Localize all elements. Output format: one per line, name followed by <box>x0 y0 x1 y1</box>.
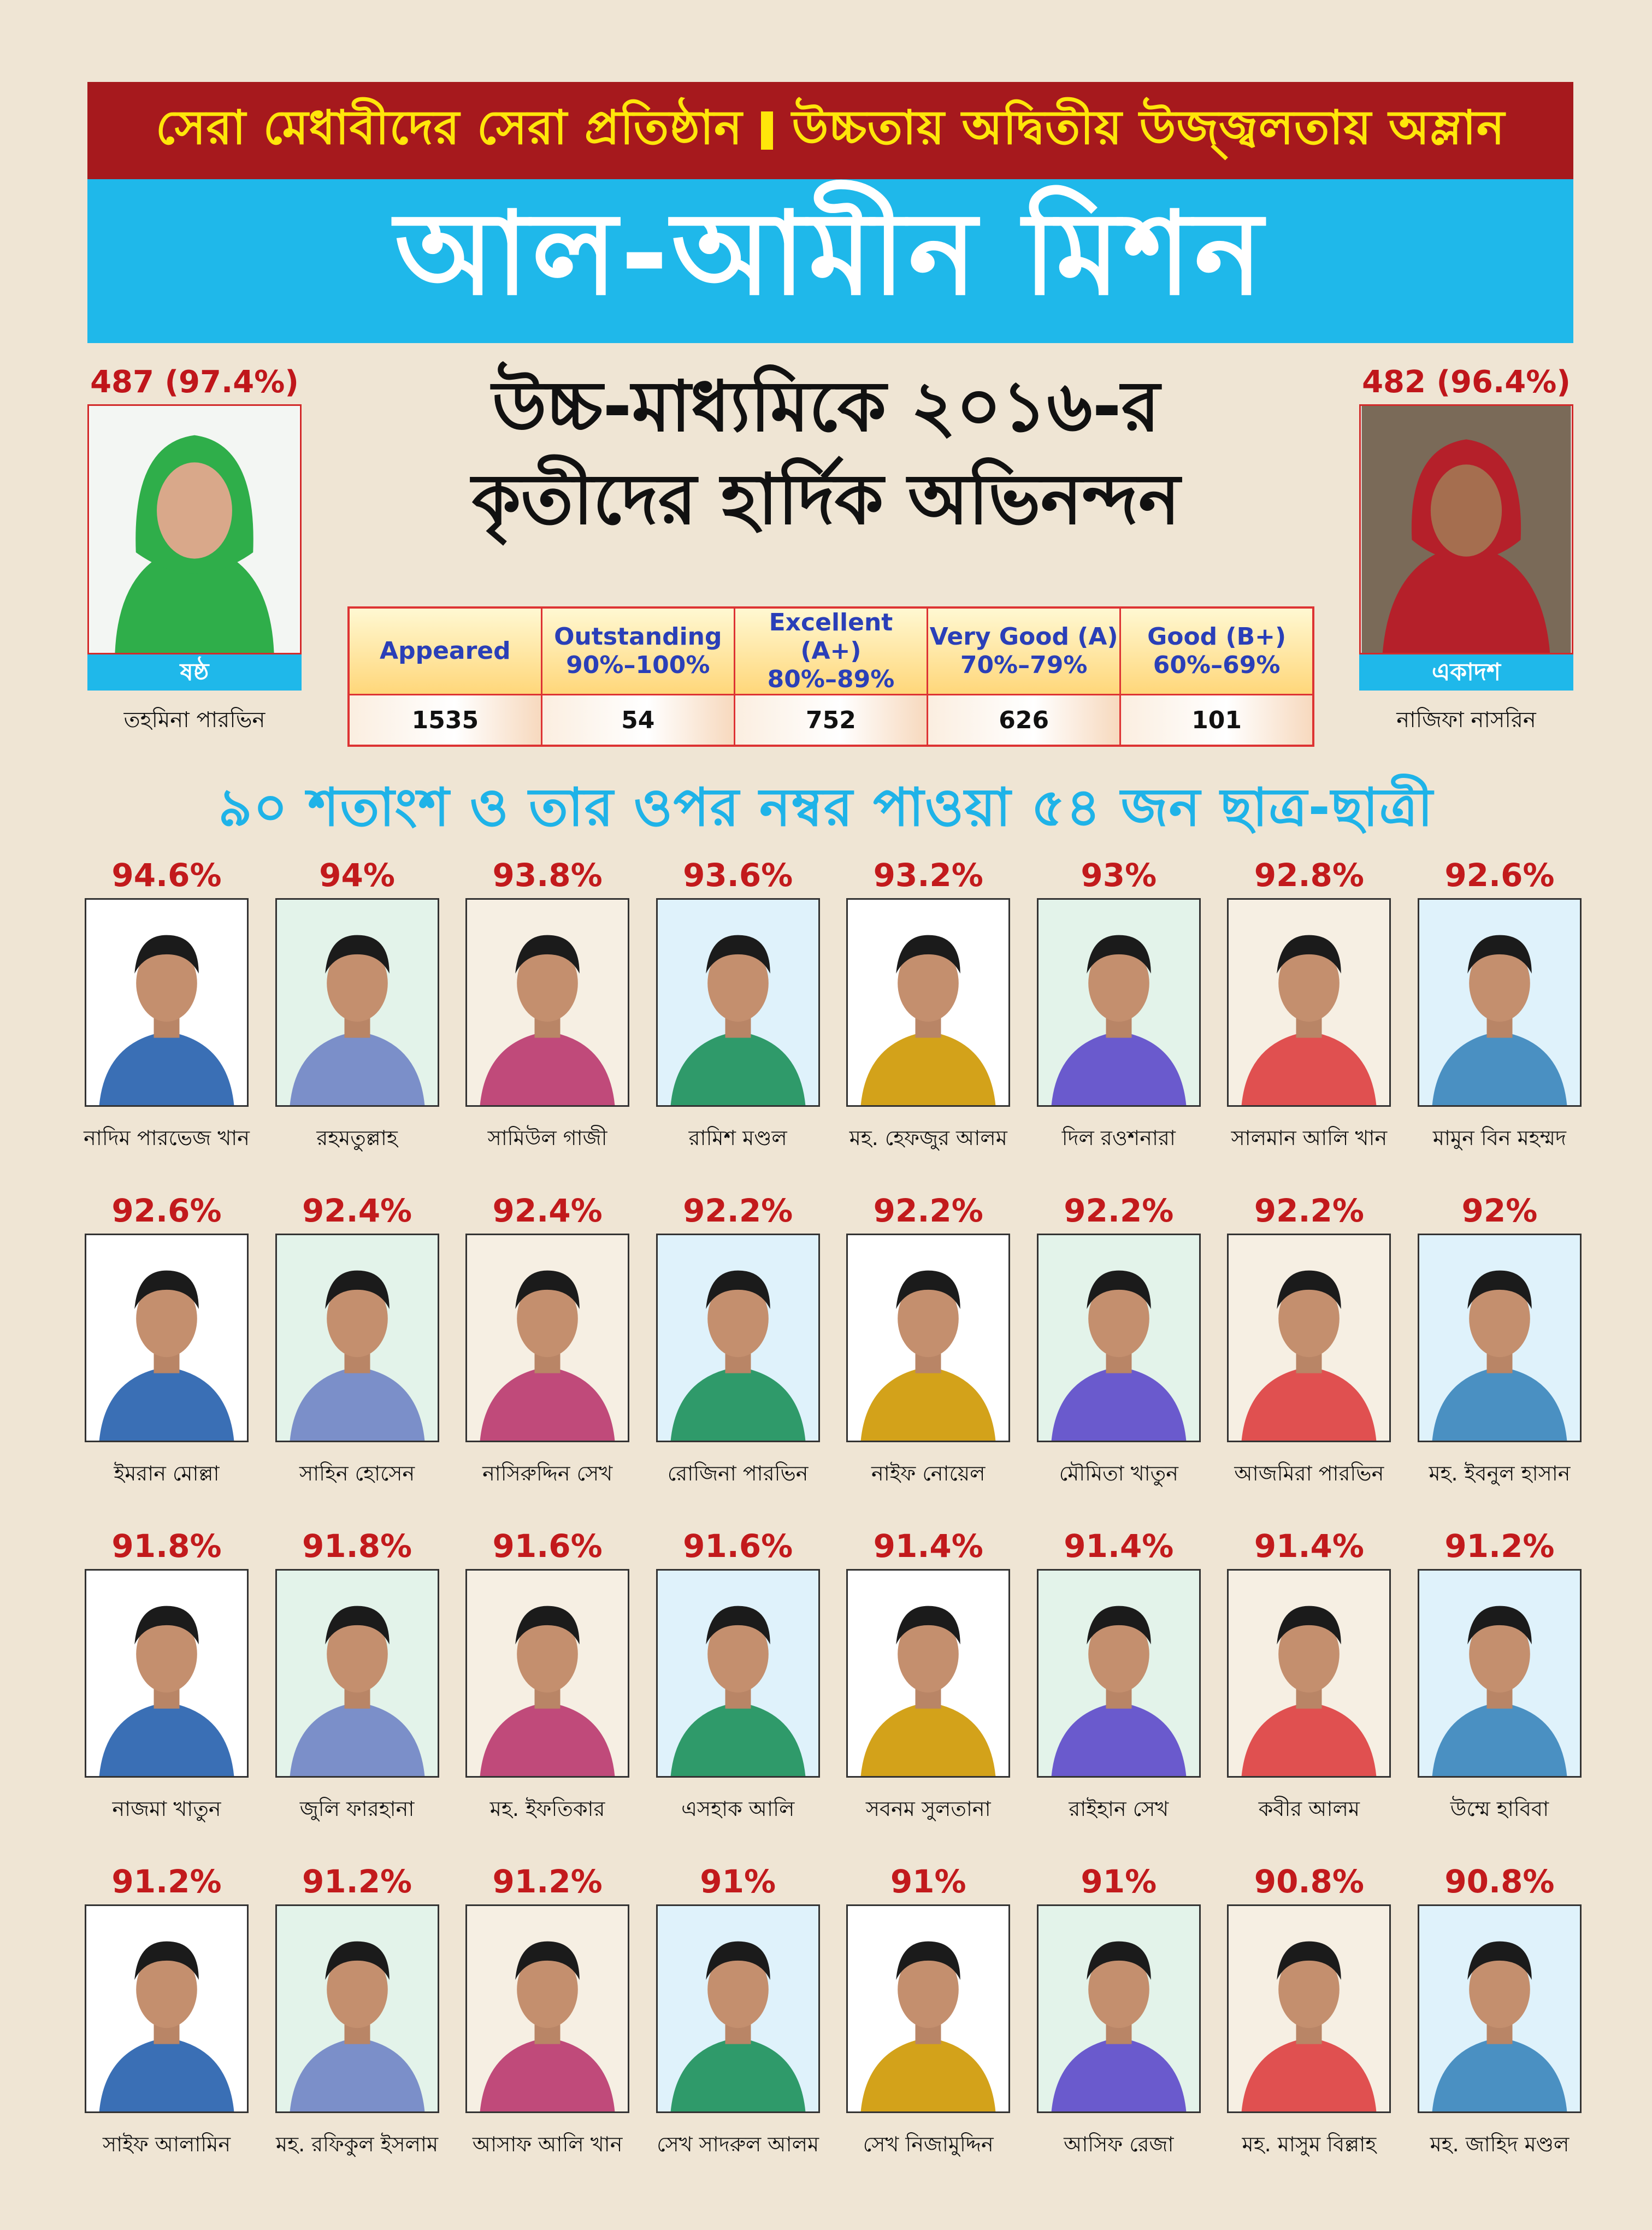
student-name: সামিউল গাজী <box>487 1126 607 1150</box>
student-percentage: 91.2% <box>1444 1527 1555 1565</box>
student-photo-icon <box>848 1906 1008 2111</box>
student-name: নাদিম পারভেজ খান <box>84 1126 250 1150</box>
student-card <box>843 1188 1013 1523</box>
student-photo <box>656 1234 820 1442</box>
student-name: রহমতুল্লাহ <box>316 1126 398 1150</box>
student-name: এসহাক আলি <box>681 1797 795 1821</box>
student-photo-icon <box>658 1235 818 1441</box>
summary-header-outstanding: Outstanding 90%–100% <box>541 607 734 695</box>
student-name: রামিশ মণ্ডল <box>688 1126 787 1150</box>
student-photo-icon <box>1361 406 1572 653</box>
student-percentage: 91% <box>1081 1863 1157 1900</box>
student-card <box>273 1188 442 1523</box>
topper-rank-badge: একাদশ <box>1359 654 1573 691</box>
student-name: রাইহান সেখ <box>1069 1797 1169 1821</box>
student-name: দিল রওশনারা <box>1061 1126 1176 1150</box>
student-photo <box>846 1234 1010 1442</box>
student-row <box>82 852 1584 1188</box>
student-photo-icon <box>848 1571 1008 1776</box>
student-percentage: 91.8% <box>302 1527 412 1565</box>
student-photo-icon <box>1039 1235 1199 1441</box>
student-photo-icon <box>467 1235 628 1441</box>
student-percentage: 92.2% <box>873 1192 983 1229</box>
summary-value-outstanding: 54 <box>541 695 734 746</box>
student-percentage: 90.8% <box>1254 1863 1364 1900</box>
student-name: মৌমিতা খাতুন <box>1059 1461 1178 1485</box>
student-photo <box>1037 1569 1201 1778</box>
summary-value-good: 101 <box>1120 695 1313 746</box>
student-percentage: 92.2% <box>1064 1192 1174 1229</box>
tagline-right: উচ্চতায় অদ্বিতীয় উজ্জ্বলতায় অম্লান <box>792 100 1506 155</box>
student-photo <box>85 1569 249 1778</box>
student-name: মামুন বিন মহম্মদ <box>1432 1126 1566 1150</box>
student-row <box>82 1523 1584 1859</box>
student-name: মহ. ইবনুল হাসান <box>1429 1461 1571 1485</box>
student-photo <box>1227 898 1391 1107</box>
student-photo-icon <box>277 900 438 1105</box>
student-percentage: 93.6% <box>683 857 793 894</box>
student-name: উম্মে হাবিবা <box>1450 1797 1549 1821</box>
student-card <box>1415 1859 1584 2194</box>
student-name: নাইফ নোয়েল <box>871 1461 986 1485</box>
topper-rank-badge: ষষ্ঠ <box>87 654 302 691</box>
student-card <box>463 1523 632 1859</box>
student-photo <box>465 898 629 1107</box>
topper-card-right <box>1359 361 1573 739</box>
headline-line-1: উচ্চ-মাধ্যমিকে ২০১৬-র <box>492 366 1160 447</box>
student-photo <box>1037 1904 1201 2113</box>
student-photo <box>275 1904 439 2113</box>
student-name: আসাফ আলি খান <box>472 2132 623 2156</box>
student-photo-icon <box>1419 1906 1580 2111</box>
student-percentage: 92% <box>1461 1192 1538 1229</box>
student-photo-icon <box>1419 900 1580 1105</box>
student-name: সালমান আলি খান <box>1231 1126 1388 1150</box>
student-row <box>82 1188 1584 1523</box>
student-photo-icon <box>1229 1235 1389 1441</box>
student-percentage: 91.4% <box>1254 1527 1364 1565</box>
student-name: সাহিন হোসেন <box>299 1461 415 1485</box>
student-name: রোজিনা পারভিন <box>667 1461 809 1485</box>
student-row <box>82 1859 1584 2194</box>
topper-score: 487 (97.4%) <box>90 364 299 400</box>
student-photo-icon <box>467 900 628 1105</box>
student-percentage: 92.2% <box>683 1192 793 1229</box>
student-photo-icon <box>1229 1906 1389 2111</box>
student-photo-icon <box>86 900 247 1105</box>
student-card <box>273 1859 442 2194</box>
student-photo <box>275 898 439 1107</box>
topper-name: নাজিফা নাসরিন <box>1396 707 1536 733</box>
student-photo-icon <box>277 1906 438 2111</box>
student-photo-icon <box>86 1235 247 1441</box>
student-photo-icon <box>86 1906 247 2111</box>
student-card <box>653 852 823 1188</box>
student-photo-icon <box>658 1571 818 1776</box>
student-photo-icon <box>1039 1571 1199 1776</box>
student-photo-icon <box>1419 1571 1580 1776</box>
student-photo-icon <box>848 900 1008 1105</box>
student-card <box>1415 1523 1584 1859</box>
student-photo-icon <box>848 1235 1008 1441</box>
student-name: মহ. মাসুম বিল্লাহ <box>1242 2132 1377 2156</box>
student-photo <box>1227 1234 1391 1442</box>
student-card <box>463 1188 632 1523</box>
student-percentage: 92.4% <box>302 1192 412 1229</box>
topper-name: তহমিনা পারভিন <box>123 707 266 733</box>
student-photo-icon <box>1039 900 1199 1105</box>
student-card <box>843 1859 1013 2194</box>
student-photo <box>85 1234 249 1442</box>
student-card <box>1034 1859 1203 2194</box>
student-percentage: 92.8% <box>1254 857 1364 894</box>
student-photo <box>85 898 249 1107</box>
student-percentage: 90.8% <box>1444 1863 1555 1900</box>
student-photo <box>465 1904 629 2113</box>
student-photo <box>1037 1234 1201 1442</box>
student-card <box>82 1859 251 2194</box>
student-photo <box>85 1904 249 2113</box>
student-card <box>273 1523 442 1859</box>
student-photo-icon <box>467 1906 628 2111</box>
student-percentage: 93% <box>1081 857 1157 894</box>
summary-value-appeared: 1535 <box>349 695 541 746</box>
student-photo <box>846 1569 1010 1778</box>
topper-photo <box>1359 404 1573 654</box>
student-card <box>1224 1859 1394 2194</box>
student-percentage: 91.4% <box>1064 1527 1174 1565</box>
summary-header-row <box>349 607 1313 695</box>
student-photo-icon <box>1039 1906 1199 2111</box>
student-percentage: 93.2% <box>873 857 983 894</box>
student-photo-icon <box>277 1571 438 1776</box>
student-photo-icon <box>1419 1235 1580 1441</box>
student-card <box>653 1188 823 1523</box>
student-photo <box>275 1234 439 1442</box>
student-percentage: 94.6% <box>111 857 222 894</box>
student-photo-icon <box>1229 1571 1389 1776</box>
student-percentage: 91.2% <box>492 1863 603 1900</box>
summary-value-row <box>349 695 1313 746</box>
student-name: জুলি ফারহানা <box>299 1797 415 1821</box>
student-photo-icon <box>1229 900 1389 1105</box>
student-photo <box>1037 898 1201 1107</box>
student-name: আসিফ রেজা <box>1064 2132 1174 2156</box>
student-card <box>1224 852 1394 1188</box>
student-percentage: 92.2% <box>1254 1192 1364 1229</box>
student-name: নাজমা খাতুন <box>112 1797 221 1821</box>
student-percentage: 91.2% <box>302 1863 412 1900</box>
student-percentage: 91.6% <box>683 1527 793 1565</box>
student-percentage: 92.6% <box>1444 857 1555 894</box>
student-grid <box>82 852 1584 2194</box>
student-photo <box>465 1234 629 1442</box>
student-photo <box>846 898 1010 1107</box>
summary-value-very-good: 626 <box>928 695 1120 746</box>
student-card <box>843 852 1013 1188</box>
student-percentage: 93.8% <box>492 857 603 894</box>
student-name: মহ. ইফতিকার <box>489 1797 605 1821</box>
summary-header-appeared: Appeared <box>349 607 541 695</box>
student-photo <box>465 1569 629 1778</box>
institution-title: আল-আমীন মিশন <box>87 179 1573 343</box>
student-photo <box>1227 1569 1391 1778</box>
student-name: নাসিরুদ্দিন সেখ <box>482 1461 613 1485</box>
student-photo-icon <box>86 1571 247 1776</box>
student-photo-icon <box>277 1235 438 1441</box>
student-name: মহ. রফিকুল ইসলাম <box>276 2132 439 2156</box>
student-percentage: 91% <box>700 1863 776 1900</box>
student-card <box>1415 1188 1584 1523</box>
student-card <box>1034 1523 1203 1859</box>
student-card <box>273 852 442 1188</box>
student-card <box>1224 1523 1394 1859</box>
student-photo-icon <box>658 900 818 1105</box>
student-percentage: 91% <box>890 1863 966 1900</box>
student-card <box>82 1188 251 1523</box>
summary-header-very-good: Very Good (A) 70%–79% <box>928 607 1120 695</box>
student-name: মহ. হেফজুর আলম <box>849 1126 1007 1150</box>
student-card <box>463 1859 632 2194</box>
student-name: কবীর আলম <box>1258 1797 1360 1821</box>
summary-value-excellent: 752 <box>734 695 927 746</box>
student-card <box>653 1523 823 1859</box>
student-percentage: 91.8% <box>111 1527 222 1565</box>
student-photo <box>1418 1234 1582 1442</box>
summary-header-good: Good (B+) 60%–69% <box>1120 607 1313 695</box>
student-card <box>1224 1188 1394 1523</box>
student-name: সেখ সাদরুল আলম <box>657 2132 819 2156</box>
student-name: ইমরান মোল্লা <box>114 1461 220 1485</box>
student-percentage: 91.4% <box>873 1527 983 1565</box>
headline-line-2: কৃতীদের হার্দিক অভিনন্দন <box>471 459 1181 540</box>
tagline-separator <box>761 111 773 150</box>
student-name: সেখ নিজামুদ্দিন <box>863 2132 994 2156</box>
topper-photo <box>87 404 302 654</box>
topper-score: 482 (96.4%) <box>1362 364 1571 400</box>
student-card <box>843 1523 1013 1859</box>
student-photo-icon <box>467 1571 628 1776</box>
student-photo <box>1227 1904 1391 2113</box>
student-percentage: 92.4% <box>492 1192 603 1229</box>
section-title: ৯০ শতাংশ ও তার ওপর নম্বর পাওয়া ৫৪ জন ছাত্র-ছাত্রী <box>218 777 1434 838</box>
student-name: সাইফ আলামিন <box>102 2132 231 2156</box>
student-name: মহ. জাহিদ মণ্ডল <box>1430 2132 1570 2156</box>
student-card <box>1415 852 1584 1188</box>
student-photo <box>1418 1569 1582 1778</box>
student-photo <box>275 1569 439 1778</box>
student-name: সবনম সুলতানা <box>865 1797 991 1821</box>
student-percentage: 94% <box>319 857 395 894</box>
student-card <box>82 1523 251 1859</box>
topper-card-left <box>87 361 302 739</box>
student-photo-icon <box>89 406 300 653</box>
student-photo <box>1418 1904 1582 2113</box>
student-percentage: 91.2% <box>111 1863 222 1900</box>
summary-header-excellent: Excellent (A+) 80%–89% <box>734 607 927 695</box>
student-name: আজমিরা পারভিন <box>1234 1461 1384 1485</box>
student-percentage: 92.6% <box>111 1192 222 1229</box>
result-summary-table <box>347 606 1314 747</box>
student-photo <box>1418 898 1582 1107</box>
student-card <box>653 1859 823 2194</box>
student-card <box>1034 852 1203 1188</box>
student-photo <box>656 1569 820 1778</box>
student-photo <box>656 1904 820 2113</box>
student-photo <box>656 898 820 1107</box>
student-percentage: 91.6% <box>492 1527 603 1565</box>
student-card <box>463 852 632 1188</box>
student-card <box>82 852 251 1188</box>
student-photo-icon <box>658 1906 818 2111</box>
congratulation-headline <box>328 361 1324 546</box>
student-card <box>1034 1188 1203 1523</box>
tagline-left: সেরা মেধাবীদের সেরা প্রতিষ্ঠান <box>155 100 743 155</box>
student-photo <box>846 1904 1010 2113</box>
